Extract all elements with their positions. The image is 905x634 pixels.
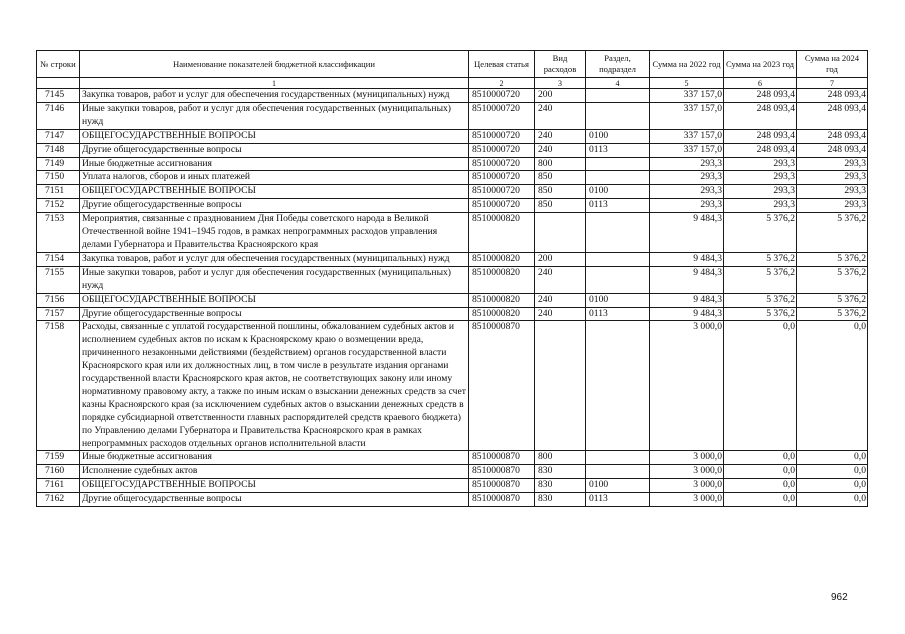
target-article-cell: 8510000820 (469, 213, 535, 253)
indicator-name-cell: Иные бюджетные ассигнования (80, 451, 469, 465)
expense-type-cell: 200 (535, 252, 586, 266)
indicator-name-cell: ОБЩЕГОСУДАРСТВЕННЫЕ ВОПРОСЫ (80, 185, 469, 199)
section-cell: 0113 (586, 143, 650, 157)
header-expense-type: Вид расходов (535, 51, 586, 78)
indicator-name-cell: Другие общегосударственные вопросы (80, 199, 469, 213)
target-article-cell: 8510000720 (469, 157, 535, 171)
header-row-number: № строки (37, 51, 80, 78)
indicator-name-cell: Закупка товаров, работ и услуг для обеспечения государственных (муниципальных) нужд (80, 89, 469, 103)
sum-2024-cell: 5 376,2 (797, 252, 868, 266)
expense-type-cell: 850 (535, 171, 586, 185)
section-cell (586, 252, 650, 266)
indicator-name-cell: Мероприятия, связанные с празднованием Дня Победы советского народа в Великой Отечественной войне 1941–1945 годов, в рамках непрограммных расходов управления делами Губернатора и Правительства Красноярского края (80, 213, 469, 253)
sum-2022-cell: 3 000,0 (650, 451, 724, 465)
row-number-cell: 7152 (37, 199, 80, 213)
section-cell: 0100 (586, 129, 650, 143)
sum-2022-cell: 337 157,0 (650, 102, 724, 129)
table-row (37, 321, 868, 451)
expense-type-cell: 240 (535, 102, 586, 129)
expense-type-cell: 830 (535, 465, 586, 479)
section-cell: 0100 (586, 293, 650, 307)
header-sum-2022: Сумма на 2022 год (650, 51, 724, 78)
table-row (37, 266, 868, 293)
sum-2023-cell: 248 093,4 (724, 143, 797, 157)
target-article-cell: 8510000820 (469, 266, 535, 293)
row-number-cell: 7151 (37, 185, 80, 199)
column-number: 1 (80, 78, 469, 89)
sum-2023-cell: 0,0 (724, 479, 797, 493)
sum-2022-cell: 3 000,0 (650, 479, 724, 493)
row-number-cell: 7155 (37, 266, 80, 293)
header-sum-2024: Сумма на 2024 год (797, 51, 868, 78)
sum-2024-cell: 248 093,4 (797, 129, 868, 143)
section-cell: 0113 (586, 307, 650, 321)
table-row (37, 479, 868, 493)
row-number-cell: 7158 (37, 321, 80, 451)
row-number-cell: 7147 (37, 129, 80, 143)
sum-2024-cell: 293,3 (797, 157, 868, 171)
indicator-name-cell: ОБЩЕГОСУДАРСТВЕННЫЕ ВОПРОСЫ (80, 129, 469, 143)
header-target-article: Целевая статья (469, 51, 535, 78)
sum-2022-cell: 3 000,0 (650, 465, 724, 479)
sum-2024-cell: 5 376,2 (797, 213, 868, 253)
sum-2023-cell: 293,3 (724, 157, 797, 171)
table-row (37, 129, 868, 143)
budget-table (36, 50, 868, 507)
expense-type-cell: 240 (535, 129, 586, 143)
indicator-name-cell: Другие общегосударственные вопросы (80, 143, 469, 157)
section-cell (586, 102, 650, 129)
indicator-name-cell: Расходы, связанные с уплатой государственной пошлины, обжалованием судебных актов и исполнением судебных актов по искам к Красноярскому краю о возмещении вреда, причиненного незаконными действиями (бездействием) органов государственной власти Красноярского края или их должностных лиц, в том числе в результате издания органами государственной власти Красноярского края актов, не соответствующих закону или иному нормативному правовому акту, а также по иным искам о взыскании денежных средств за счет казны Красноярского края (за исключением судебных актов о взыскании денежных средств в порядке субсидиарной ответственности главных распорядителей средств краевого бюджета) по Управлению делами Губернатора и Правительства Красноярского края в рамках непрограммных расходов отдельных органов исполнительной власти (80, 321, 469, 451)
table-row (37, 143, 868, 157)
indicator-name-cell: Иные бюджетные ассигнования (80, 157, 469, 171)
sum-2024-cell: 293,3 (797, 171, 868, 185)
table-row (37, 171, 868, 185)
column-number-row (37, 78, 868, 89)
section-cell (586, 89, 650, 103)
column-number: 4 (586, 78, 650, 89)
section-cell: 0100 (586, 185, 650, 199)
sum-2023-cell: 5 376,2 (724, 307, 797, 321)
header-row (37, 51, 868, 78)
indicator-name-cell: Исполнение судебных актов (80, 465, 469, 479)
row-number-cell: 7153 (37, 213, 80, 253)
target-article-cell: 8510000720 (469, 143, 535, 157)
sum-2022-cell: 9 484,3 (650, 266, 724, 293)
expense-type-cell: 200 (535, 89, 586, 103)
expense-type-cell: 800 (535, 157, 586, 171)
expense-type-cell: 240 (535, 143, 586, 157)
row-number-cell: 7145 (37, 89, 80, 103)
column-number: 2 (469, 78, 535, 89)
target-article-cell: 8510000720 (469, 102, 535, 129)
expense-type-cell: 830 (535, 493, 586, 507)
target-article-cell: 8510000720 (469, 89, 535, 103)
sum-2022-cell: 293,3 (650, 185, 724, 199)
sum-2022-cell: 9 484,3 (650, 307, 724, 321)
sum-2023-cell: 0,0 (724, 451, 797, 465)
row-number-cell: 7156 (37, 293, 80, 307)
row-number-cell: 7148 (37, 143, 80, 157)
row-number-cell: 7160 (37, 465, 80, 479)
column-number: 7 (797, 78, 868, 89)
table-body (37, 89, 868, 507)
section-cell (586, 157, 650, 171)
sum-2023-cell: 5 376,2 (724, 293, 797, 307)
column-number: 3 (535, 78, 586, 89)
header-sum-2023: Сумма на 2023 год (724, 51, 797, 78)
sum-2022-cell: 9 484,3 (650, 213, 724, 253)
sum-2024-cell: 248 093,4 (797, 102, 868, 129)
sum-2023-cell: 0,0 (724, 465, 797, 479)
target-article-cell: 8510000720 (469, 171, 535, 185)
section-cell (586, 451, 650, 465)
table-row (37, 213, 868, 253)
target-article-cell: 8510000870 (469, 321, 535, 451)
sum-2024-cell: 0,0 (797, 321, 868, 451)
sum-2022-cell: 9 484,3 (650, 293, 724, 307)
target-article-cell: 8510000720 (469, 199, 535, 213)
header-section: Раздел, подраздел (586, 51, 650, 78)
sum-2022-cell: 293,3 (650, 199, 724, 213)
sum-2024-cell: 5 376,2 (797, 293, 868, 307)
table-row (37, 307, 868, 321)
sum-2024-cell: 5 376,2 (797, 266, 868, 293)
sum-2023-cell: 248 093,4 (724, 89, 797, 103)
page-number: 962 (831, 592, 848, 603)
sum-2022-cell: 3 000,0 (650, 321, 724, 451)
indicator-name-cell: Уплата налогов, сборов и иных платежей (80, 171, 469, 185)
sum-2023-cell: 5 376,2 (724, 266, 797, 293)
sum-2024-cell: 248 093,4 (797, 143, 868, 157)
table-row (37, 199, 868, 213)
table-row (37, 465, 868, 479)
table-row (37, 157, 868, 171)
expense-type-cell (535, 213, 586, 253)
table-row (37, 451, 868, 465)
section-cell (586, 465, 650, 479)
target-article-cell: 8510000720 (469, 185, 535, 199)
sum-2024-cell: 293,3 (797, 185, 868, 199)
sum-2023-cell: 0,0 (724, 321, 797, 451)
indicator-name-cell: ОБЩЕГОСУДАРСТВЕННЫЕ ВОПРОСЫ (80, 293, 469, 307)
expense-type-cell: 240 (535, 307, 586, 321)
expense-type-cell: 850 (535, 199, 586, 213)
sum-2023-cell: 293,3 (724, 199, 797, 213)
sum-2024-cell: 0,0 (797, 465, 868, 479)
column-number (37, 78, 80, 89)
sum-2022-cell: 3 000,0 (650, 493, 724, 507)
indicator-name-cell: Другие общегосударственные вопросы (80, 493, 469, 507)
expense-type-cell (535, 321, 586, 451)
expense-type-cell: 240 (535, 293, 586, 307)
sum-2024-cell: 0,0 (797, 451, 868, 465)
target-article-cell: 8510000820 (469, 307, 535, 321)
expense-type-cell: 240 (535, 266, 586, 293)
column-number: 6 (724, 78, 797, 89)
sum-2024-cell: 293,3 (797, 199, 868, 213)
section-cell: 0113 (586, 493, 650, 507)
table-row (37, 252, 868, 266)
section-cell (586, 266, 650, 293)
sum-2022-cell: 337 157,0 (650, 129, 724, 143)
target-article-cell: 8510000720 (469, 129, 535, 143)
budget-table-sheet (36, 50, 867, 507)
header-name: Наименование показателей бюджетной классификации (80, 51, 469, 78)
expense-type-cell: 830 (535, 479, 586, 493)
indicator-name-cell: Иные закупки товаров, работ и услуг для обеспечения государственных (муниципальных) нужд (80, 266, 469, 293)
table-row (37, 102, 868, 129)
target-article-cell: 8510000820 (469, 293, 535, 307)
section-cell: 0113 (586, 199, 650, 213)
expense-type-cell: 850 (535, 185, 586, 199)
section-cell (586, 171, 650, 185)
sum-2022-cell: 9 484,3 (650, 252, 724, 266)
sum-2024-cell: 248 093,4 (797, 89, 868, 103)
sum-2022-cell: 293,3 (650, 157, 724, 171)
row-number-cell: 7150 (37, 171, 80, 185)
table-row (37, 185, 868, 199)
target-article-cell: 8510000870 (469, 479, 535, 493)
table-row (37, 493, 868, 507)
target-article-cell: 8510000870 (469, 451, 535, 465)
sum-2023-cell: 293,3 (724, 171, 797, 185)
expense-type-cell: 800 (535, 451, 586, 465)
sum-2022-cell: 337 157,0 (650, 143, 724, 157)
indicator-name-cell: ОБЩЕГОСУДАРСТВЕННЫЕ ВОПРОСЫ (80, 479, 469, 493)
section-cell (586, 213, 650, 253)
sum-2024-cell: 0,0 (797, 493, 868, 507)
row-number-cell: 7161 (37, 479, 80, 493)
sum-2023-cell: 293,3 (724, 185, 797, 199)
section-cell (586, 321, 650, 451)
table-row (37, 293, 868, 307)
row-number-cell: 7162 (37, 493, 80, 507)
sum-2023-cell: 248 093,4 (724, 102, 797, 129)
sum-2022-cell: 293,3 (650, 171, 724, 185)
row-number-cell: 7146 (37, 102, 80, 129)
column-number: 5 (650, 78, 724, 89)
indicator-name-cell: Другие общегосударственные вопросы (80, 307, 469, 321)
sum-2022-cell: 337 157,0 (650, 89, 724, 103)
row-number-cell: 7159 (37, 451, 80, 465)
indicator-name-cell: Иные закупки товаров, работ и услуг для обеспечения государственных (муниципальных) нужд (80, 102, 469, 129)
sum-2023-cell: 5 376,2 (724, 213, 797, 253)
indicator-name-cell: Закупка товаров, работ и услуг для обеспечения государственных (муниципальных) нужд (80, 252, 469, 266)
sum-2023-cell: 0,0 (724, 493, 797, 507)
target-article-cell: 8510000820 (469, 252, 535, 266)
sum-2024-cell: 5 376,2 (797, 307, 868, 321)
section-cell: 0100 (586, 479, 650, 493)
row-number-cell: 7157 (37, 307, 80, 321)
sum-2023-cell: 5 376,2 (724, 252, 797, 266)
table-row (37, 89, 868, 103)
sum-2024-cell: 0,0 (797, 479, 868, 493)
row-number-cell: 7154 (37, 252, 80, 266)
row-number-cell: 7149 (37, 157, 80, 171)
target-article-cell: 8510000870 (469, 493, 535, 507)
sum-2023-cell: 248 093,4 (724, 129, 797, 143)
target-article-cell: 8510000870 (469, 465, 535, 479)
